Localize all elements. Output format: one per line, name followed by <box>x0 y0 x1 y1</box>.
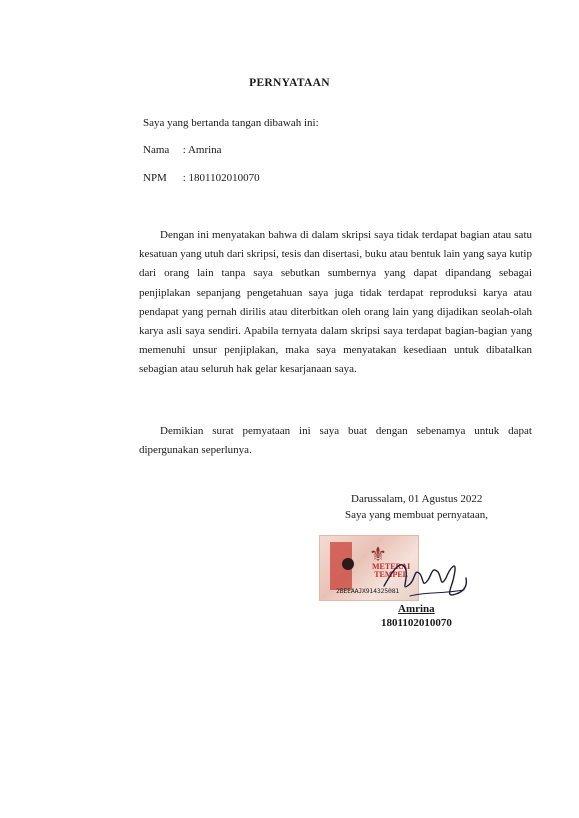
stamp-label-2: TEMPEL <box>374 570 408 579</box>
npm-label: NPM <box>143 172 167 184</box>
statement-paragraph <box>139 226 532 380</box>
statement-text: Dengan ini menyatakan bahwa di dalam skripsi saya tidak terdapat bagian atau satu kesatuan yang utuh dari skripsi, tesis dan disertasi, buku atau bentuk lain yang saya kutip dari orang lain tanpa saya sebutkan sumbernya yang dapat dipandang sebagai penjiplakan sepanjang pengetahuan saya juga tidak terdapat reproduksi karya atau pendapat yang pernah dirilis atau diterbitkan oleh orang lain yang dijadikan seolah-olah karya asli saya sendiri. Apabila ternyata dalam skripsi saya terdapat bagian-bagian yang memenuhi unsur penjiplakan, maka saya menyatakan kesediaan untuk dibatalkan sebagian atau seluruh hak gelar kesarjanaan saya. <box>139 229 532 376</box>
handwritten-signature <box>380 548 470 610</box>
stamp-hologram-dot <box>342 558 354 570</box>
signer-name: Amrina <box>398 603 435 615</box>
npm-value: : 1801102010070 <box>182 172 260 184</box>
garuda-emblem-icon: ⚜ <box>369 544 387 566</box>
closing-paragraph <box>139 422 532 460</box>
name-row <box>143 144 222 156</box>
signer-npm: 1801102010070 <box>381 617 452 629</box>
name-label: Nama <box>143 144 170 156</box>
npm-row <box>143 172 260 184</box>
stamp-label-1: METERAI <box>372 562 411 571</box>
signer-caption: Saya yang membuat pernyataan, <box>345 509 488 521</box>
stamp-serial: 2BEEAAJX914325081 <box>336 587 400 595</box>
document-title: PERNYATAAN <box>249 77 330 89</box>
place-date: Darussalam, 01 Agustus 2022 <box>351 493 483 505</box>
name-value: : Amrina <box>182 144 222 156</box>
closing-text: Demikian surat pemyataan ini saya buat dengan sebenamya untuk dapat dipergunakan seperlunya. <box>139 425 532 457</box>
intro-text: Saya yang bertanda tangan dibawah ini: <box>143 117 319 129</box>
